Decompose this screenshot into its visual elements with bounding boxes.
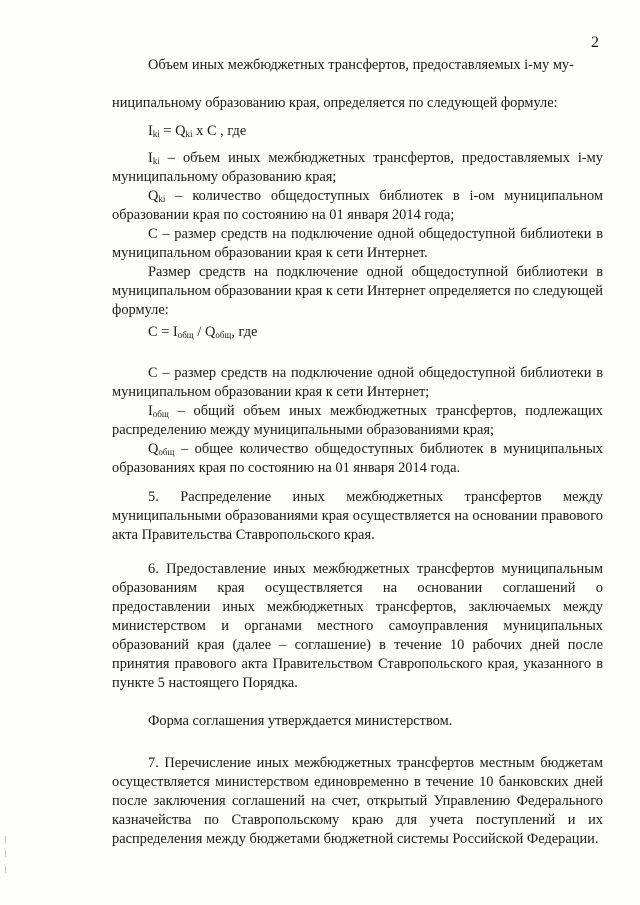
definition-qobsh: $Q_{общ}$ – общее количество общедоступных библиотек в муниципальных образованиях края по состоянию на 01 января 2014 года. <box>112 441 603 476</box>
paragraph-6: 6. Предоставление иных межбюджетных трансфертов муниципальным образованиям края осуществляется на основании соглашений о предоставлении иных межбюджетных трансфертов, заключаемых между министерством и органами местного самоуправления муниципальных образований края (далее – соглашение) в течение 10 рабочих дней после принятия правового акта Правительством Ставропольского края, указанного в пункте 5 настоящего Порядка. <box>112 561 603 691</box>
scan-mark <box>5 850 6 857</box>
paragraph-5: 5. Распределение иных межбюджетных трансфертов между муниципальными образованиями края осуществляется на основании правового акта Правительства Ставропольского края. <box>112 489 603 543</box>
definition-qk: $Q_{ki}$ – количество общедоступных библиотек в i-ом муниципальном образовании края по состоянию на 01 января 2014 года; <box>112 188 603 223</box>
definition-ik: $I_{ki}$ – объем иных межбюджетных трансфертов, предоставляемых i-му муниципальному образованию края; <box>112 150 603 185</box>
paragraph-6-form: Форма соглашения утверждается министерством. <box>148 713 453 729</box>
scan-mark <box>5 866 6 873</box>
paragraph-size: Размер средств на подключение одной общедоступной библиотеки в муниципальном образовании края к сети Интернет определяется по следующей формуле: <box>112 264 603 318</box>
definition-c-2: С – размер средств на подключение одной общедоступной библиотеки в муниципальном образовании края к сети Интернет; <box>112 365 603 400</box>
formula-1: $I_{ki} = Q_{ki}$ x С , где <box>148 123 247 139</box>
definition-iobsh: $I_{общ}$ – общий объем иных межбюджетных трансфертов, подлежащих распределению между муниципальными образованиями края; <box>112 403 603 438</box>
intro-line-1: Объем иных межбюджетных трансфертов, предоставляемых i-му му- <box>148 57 574 73</box>
formula-2: $С = I_{общ} / Q_{общ}$, где <box>148 324 258 340</box>
definition-c: С – размер средств на подключение одной общедоступной библиотеки в муниципальном образовании края к сети Интернет. <box>112 226 603 261</box>
paragraph-7: 7. Перечисление иных межбюджетных трансфертов местным бюджетам осуществляется министерством единовременно в течение 10 банковских дней после заключения соглашений на счет, открытый Управлению Федерального казначейства по Ставропольскому краю для учета поступлений и их распределения между бюджетами бюджетной системы Российской Федерации. <box>112 755 603 847</box>
intro-line-2: ниципальному образованию края, определяется по следующей формуле: <box>112 95 558 111</box>
page-number: 2 <box>591 34 599 51</box>
scan-mark <box>5 836 6 843</box>
